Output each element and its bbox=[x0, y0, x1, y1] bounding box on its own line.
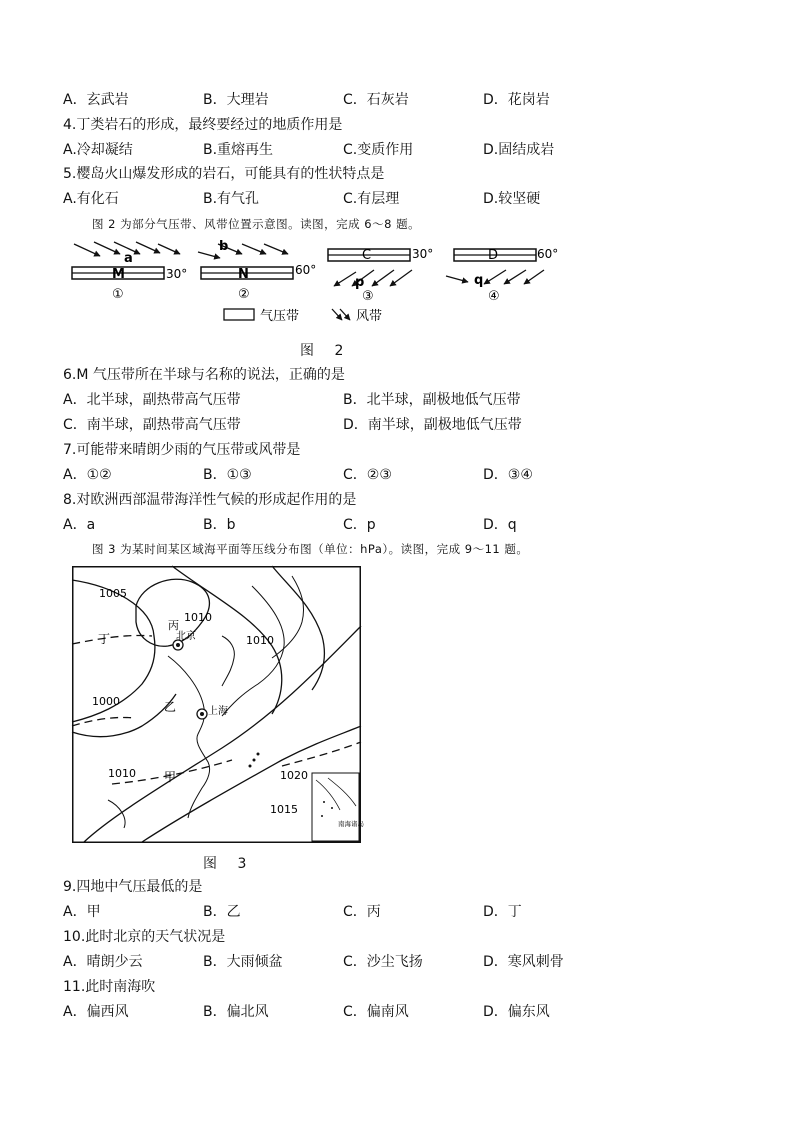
q5-option-b: B.有气孔 bbox=[203, 191, 260, 207]
fig3-isobar-label-1020: 1020 bbox=[280, 769, 308, 782]
fig2-intro: 图 2 为部分气压带、风带位置示意图。读图，完成 6～8 题。 bbox=[92, 217, 421, 231]
q8-option-d: D．q bbox=[483, 517, 517, 533]
fig3-caption: 图 3 bbox=[203, 856, 255, 872]
q5-option-c: C.有层理 bbox=[343, 191, 400, 207]
fig3-point-jia: 甲 bbox=[164, 770, 177, 784]
q10-option-c: C．沙尘飞扬 bbox=[343, 954, 423, 970]
fig2-belt-D: D bbox=[488, 248, 499, 263]
q9-option-d: D．丁 bbox=[483, 904, 522, 920]
q4-option-a: A.冷却凝结 bbox=[63, 142, 133, 158]
fig3-inset-label: 南海诸岛 bbox=[338, 820, 364, 828]
q11-stem: 11.此时南海吹 bbox=[63, 979, 156, 995]
q3-option-a: A．玄武岩 bbox=[63, 92, 129, 108]
q10-stem: 10.此时北京的天气状况是 bbox=[63, 929, 226, 945]
q11-option-b: B．偏北风 bbox=[203, 1004, 269, 1020]
q8-stem: 8.对欧洲西部温带海洋性气候的形成起作用的是 bbox=[63, 492, 357, 508]
q4-option-c: C.变质作用 bbox=[343, 142, 414, 158]
q4-option-d: D.固结成岩 bbox=[483, 142, 555, 158]
fig2-num-1: ① bbox=[112, 287, 124, 302]
fig2-legend-belt-box bbox=[224, 309, 254, 320]
q7-option-d: D．③④ bbox=[483, 467, 533, 483]
q9-option-c: C．丙 bbox=[343, 904, 381, 920]
fig3-isobar-label-1010-s: 1010 bbox=[108, 767, 136, 780]
q3-option-b: B．大理岩 bbox=[203, 92, 269, 108]
fig2-wind-p: p bbox=[355, 275, 365, 290]
q5-option-a: A.有化石 bbox=[63, 191, 119, 207]
fig3-city-shanghai: 上海 bbox=[208, 706, 228, 717]
fig2-lat-2: 60° bbox=[295, 263, 317, 277]
q5-stem: 5.樱岛火山爆发形成的岩石，可能具有的性状特点是 bbox=[63, 166, 385, 182]
fig2-wind-a: a bbox=[124, 251, 133, 266]
fig2-num-3: ③ bbox=[362, 289, 374, 304]
q4-option-b: B.重熔再生 bbox=[203, 142, 274, 158]
fig3-isobar-label-1010-ne: 1010 bbox=[246, 634, 274, 647]
fig2-diagram bbox=[60, 236, 560, 332]
fig2-wind-q: q bbox=[474, 273, 484, 288]
q9-option-b: B．乙 bbox=[203, 904, 241, 920]
q11-option-c: C．偏南风 bbox=[343, 1004, 409, 1020]
fig3-city-beijing: 北京 bbox=[176, 631, 196, 642]
q5-option-d: D.较坚硬 bbox=[483, 191, 541, 207]
fig2-belt-M: M bbox=[112, 267, 125, 282]
q10-option-d: D．寒风刺骨 bbox=[483, 954, 564, 970]
q3-option-c: C．石灰岩 bbox=[343, 92, 409, 108]
q10-option-a: A．晴朗少云 bbox=[63, 954, 143, 970]
q6-option-c: C．南半球，副热带高气压带 bbox=[63, 417, 241, 433]
fig3-intro: 图 3 为某时间某区域海平面等压线分布图（单位：hPa）。读图，完成 9～11 题。 bbox=[92, 542, 529, 556]
q9-stem: 9.四地中气压最低的是 bbox=[63, 879, 203, 895]
q11-option-d: D．偏东风 bbox=[483, 1004, 550, 1020]
fig2-num-4: ④ bbox=[488, 289, 500, 304]
fig2-lat-3: 30° bbox=[412, 247, 434, 261]
q4-stem: 4.丁类岩石的形成，最终要经过的地质作用是 bbox=[63, 117, 343, 133]
q6-stem: 6.M 气压带所在半球与名称的说法，正确的是 bbox=[63, 367, 345, 383]
q7-option-c: C．②③ bbox=[343, 467, 392, 483]
q8-option-b: B．b bbox=[203, 517, 236, 533]
fig3-point-bing: 丙 bbox=[168, 619, 179, 632]
fig2-belt-C: C bbox=[362, 248, 372, 263]
q8-option-c: C．p bbox=[343, 517, 376, 533]
fig3-isobar-map bbox=[72, 566, 364, 843]
q6-option-a: A．北半球，副热带高气压带 bbox=[63, 392, 241, 408]
q6-option-b: B．北半球，副极地低气压带 bbox=[343, 392, 521, 408]
fig3-isobar-label-1015: 1015 bbox=[270, 803, 298, 816]
q6-option-d: D．南半球，副极地低气压带 bbox=[343, 417, 522, 433]
fig2-belt-N: N bbox=[238, 267, 249, 282]
fig2-lat-1: 30° bbox=[166, 267, 188, 281]
q7-option-a: A．①② bbox=[63, 467, 112, 483]
q9-option-a: A．甲 bbox=[63, 904, 101, 920]
fig2-wind-b: b bbox=[219, 239, 229, 254]
fig2-legend-belt: 气压带 bbox=[260, 309, 300, 324]
q8-option-a: A．a bbox=[63, 517, 96, 533]
fig2-legend-wind-arrow bbox=[332, 309, 350, 320]
q7-option-b: B．①③ bbox=[203, 467, 252, 483]
fig3-point-ding: 丁 bbox=[98, 632, 111, 646]
fig3-inset-south-china-sea bbox=[312, 773, 365, 841]
fig2-legend-wind: 风带 bbox=[356, 309, 383, 324]
fig2-lat-4: 60° bbox=[537, 247, 559, 261]
fig3-isobar-label-1000: 1000 bbox=[92, 695, 120, 708]
fig2-caption: 图 2 bbox=[300, 343, 352, 359]
q10-option-b: B．大雨倾盆 bbox=[203, 954, 283, 970]
fig3-point-yi: 乙 bbox=[164, 700, 177, 714]
q11-option-a: A．偏西风 bbox=[63, 1004, 129, 1020]
fig3-isobar-label-1005: 1005 bbox=[99, 587, 127, 600]
q7-stem: 7.可能带来晴朗少雨的气压带或风带是 bbox=[63, 442, 301, 458]
fig2-num-2: ② bbox=[238, 287, 250, 302]
q3-option-d: D．花岗岩 bbox=[483, 92, 550, 108]
fig3-isobar-label-1010-bj: 1010 bbox=[184, 611, 212, 624]
